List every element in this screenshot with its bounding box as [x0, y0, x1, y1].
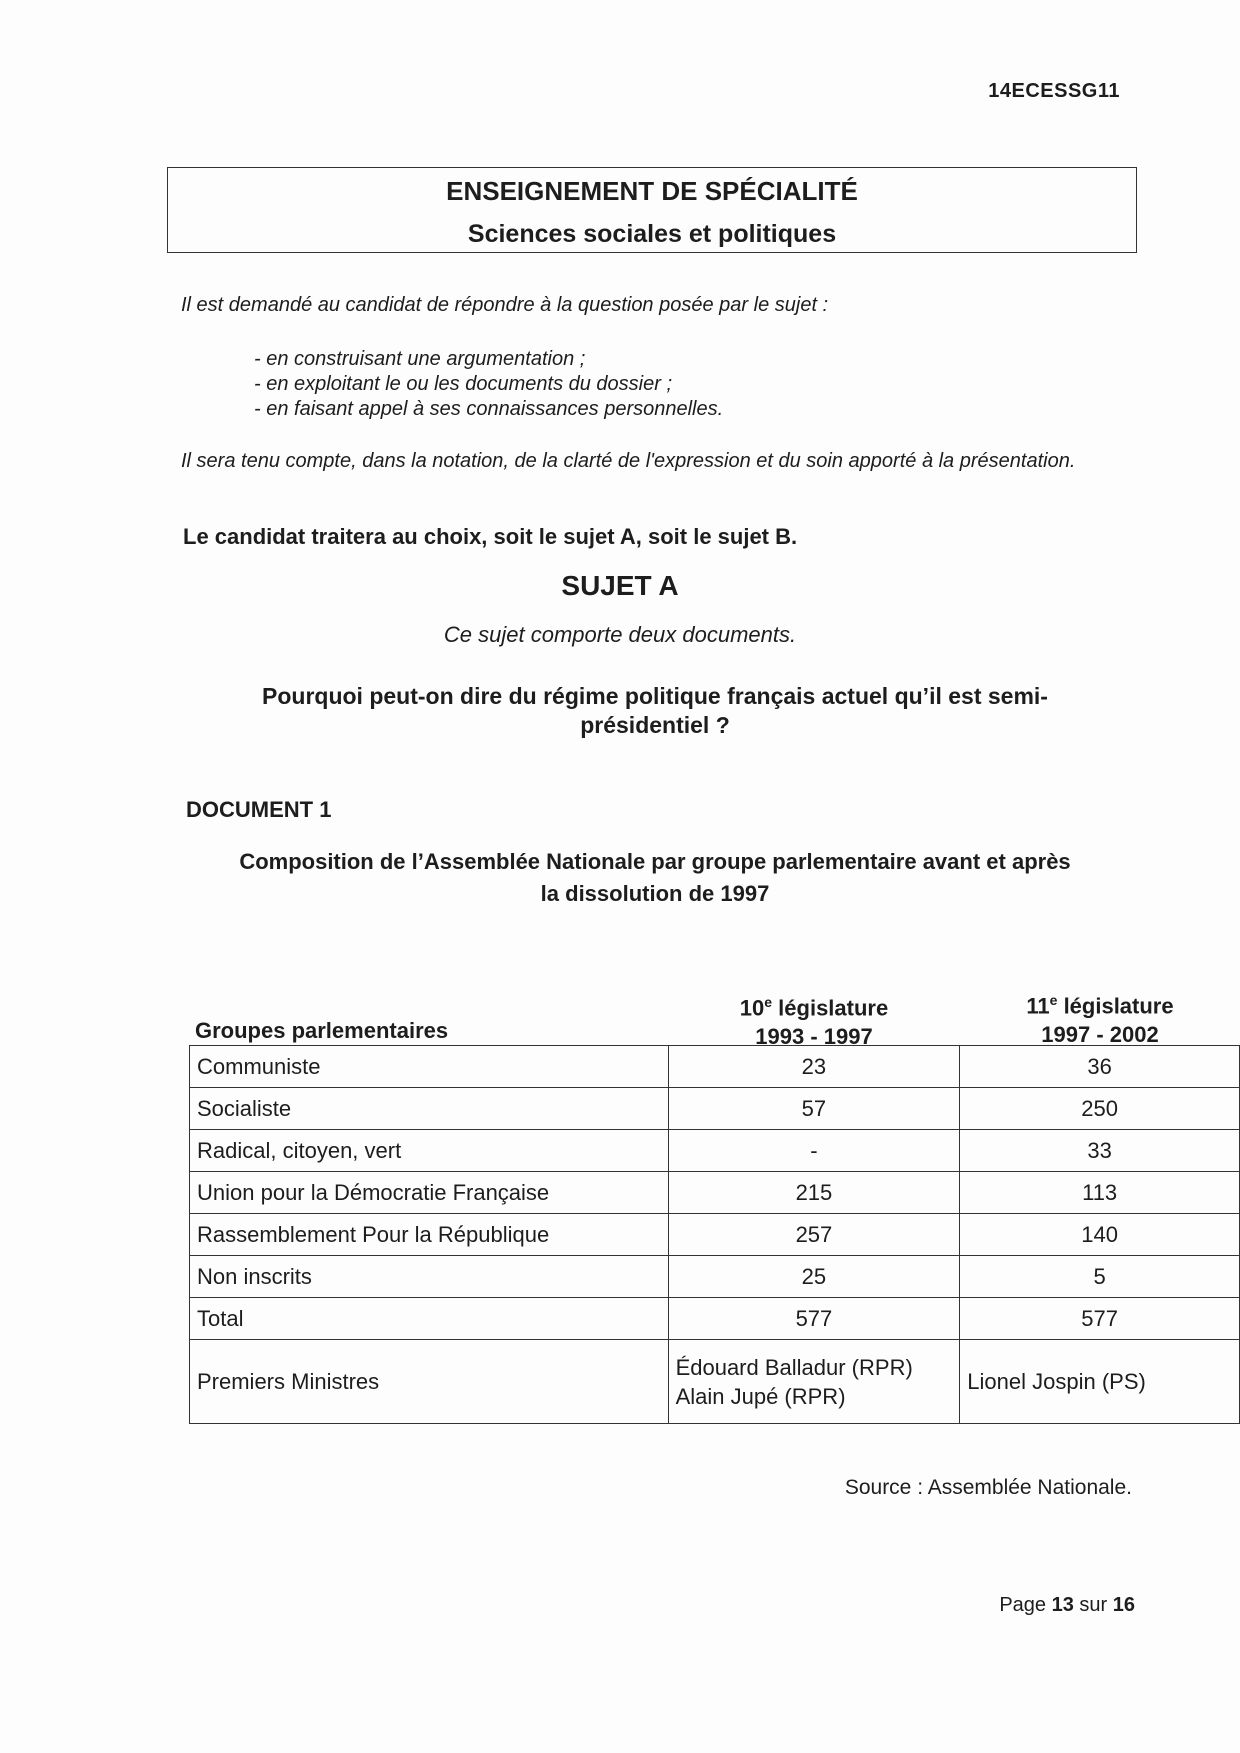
- instructions-list: [254, 347, 723, 422]
- column-header-label: [668, 988, 960, 1022]
- column-header-label: [960, 986, 1240, 1020]
- sujet-title: SUJET A: [561, 570, 679, 601]
- table-cell-10e: 23: [668, 1046, 960, 1088]
- table-cell-10e: -: [668, 1130, 960, 1172]
- column-header-superscript: e: [764, 994, 773, 1010]
- table-cell-11e: 36: [960, 1046, 1240, 1088]
- page-separator: sur: [1073, 1594, 1113, 1616]
- column-header-superscript: e: [1049, 992, 1058, 1008]
- column-header-years: 1993 - 1997: [755, 1024, 873, 1050]
- column-header-years: 1997 - 2002: [1041, 1022, 1159, 1048]
- table-cell-11e: 5: [960, 1256, 1240, 1298]
- table-cell-group: Union pour la Démocratie Française: [190, 1172, 669, 1214]
- choice-instruction: Le candidat traitera au choix, soit le sujet A, soit le sujet B.: [183, 524, 798, 549]
- header-subtitle: Sciences sociales et politiques: [467, 220, 837, 248]
- table-cell-group: Radical, citoyen, vert: [190, 1130, 669, 1172]
- table-cell-group: Non inscrits: [190, 1256, 669, 1298]
- document-title-line: Composition de l’Assemblée Nationale par groupe parlementaire avant et après: [239, 849, 1071, 874]
- list-item: - en exploitant le ou les documents du dossier ;: [254, 373, 673, 395]
- table-cell-group: Communiste: [190, 1046, 669, 1088]
- instructions-intro: Il est demandé au candidat de répondre à la question posée par le sujet :: [181, 294, 829, 316]
- table-cell-10e: 257: [668, 1214, 960, 1256]
- table-cell-11e: 577: [960, 1298, 1240, 1340]
- page-total: 16: [1112, 1594, 1135, 1616]
- table-row: [190, 1214, 1240, 1256]
- column-header-word: législature: [772, 995, 889, 1021]
- document-label: DOCUMENT 1: [186, 797, 332, 822]
- table-cell-11e: Lionel Jospin (PS): [960, 1340, 1240, 1424]
- composition-table: [189, 1045, 1240, 1424]
- source-note: Source : Assemblée Nationale.: [844, 1476, 1132, 1499]
- table-cell-group: Premiers Ministres: [190, 1340, 669, 1424]
- document-code: 14ECESSG11: [988, 80, 1120, 102]
- table-cell-10e: 25: [668, 1256, 960, 1298]
- prime-minister-name: Édouard Balladur (RPR): [675, 1354, 913, 1380]
- header-title: ENSEIGNEMENT DE SPÉCIALITÉ: [446, 176, 858, 206]
- table-cell-11e: 113: [960, 1172, 1240, 1214]
- prime-minister-name: Alain Jupé (RPR): [675, 1383, 846, 1409]
- table-row: [190, 1046, 1240, 1088]
- table-row: [190, 1172, 1240, 1214]
- page-current: 13: [1051, 1594, 1074, 1616]
- document-title-line: la dissolution de 1997: [540, 881, 770, 906]
- column-header-10e: [668, 988, 960, 1051]
- list-item: - en construisant une argumentation ;: [254, 348, 586, 370]
- page-prefix: Page: [999, 1594, 1052, 1616]
- table-row: [190, 1130, 1240, 1172]
- sujet-subtitle: Ce sujet comporte deux documents.: [443, 622, 797, 647]
- table-row-prime-ministers: [190, 1340, 1240, 1424]
- page-number: [999, 1594, 1135, 1617]
- document-title: [160, 846, 1150, 910]
- column-header-number: 11: [1026, 993, 1050, 1019]
- table-row: [190, 1256, 1240, 1298]
- column-header-word: législature: [1057, 993, 1174, 1019]
- table-cell-group: Total: [190, 1298, 669, 1340]
- header-box: [167, 167, 1137, 253]
- table-cell-11e: 140: [960, 1214, 1240, 1256]
- instructions-note: Il sera tenu compte, dans la notation, de la clarté de l'expression et du soin apporté à la présentation.: [181, 450, 1076, 472]
- table-cell-10e: 215: [668, 1172, 960, 1214]
- table-cell-10e: 577: [668, 1298, 960, 1340]
- question: [200, 682, 1110, 740]
- list-item: - en faisant appel à ses connaissances personnelles.: [254, 398, 724, 420]
- table-cell-11e: 33: [960, 1130, 1240, 1172]
- column-header-number: 10: [739, 995, 765, 1021]
- column-header-11e: [960, 986, 1240, 1049]
- question-line: Pourquoi peut-on dire du régime politique français actuel qu’il est semi-: [262, 683, 1048, 709]
- column-header-groups: Groupes parlementaires: [195, 1018, 449, 1043]
- table-row-total: [190, 1298, 1240, 1340]
- table-cell-group: Rassemblement Pour la République: [190, 1214, 669, 1256]
- table-cell-group: Socialiste: [190, 1088, 669, 1130]
- table-cell-10e: [668, 1340, 960, 1424]
- table-row: [190, 1088, 1240, 1130]
- question-line: présidentiel ?: [580, 712, 730, 738]
- table-cell-11e: 250: [960, 1088, 1240, 1130]
- table-cell-10e: 57: [668, 1088, 960, 1130]
